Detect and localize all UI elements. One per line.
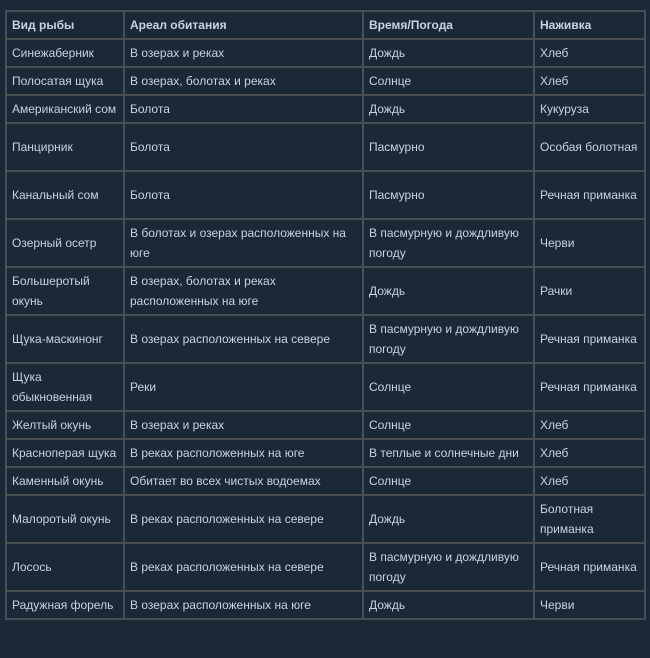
cell-weather: Дождь — [363, 39, 534, 67]
table-row — [6, 123, 645, 171]
cell-weather: Дождь — [363, 495, 534, 543]
cell-species: Радужная форель — [6, 591, 124, 619]
cell-habitat: В озерах, болотах и реках — [124, 67, 363, 95]
cell-bait: Хлеб — [534, 411, 645, 439]
cell-habitat: В озерах и реках — [124, 411, 363, 439]
cell-species: Щука-маскинонг — [6, 315, 124, 363]
cell-weather: Дождь — [363, 267, 534, 315]
table-row — [6, 219, 645, 267]
cell-habitat: В реках расположенных на юге — [124, 439, 363, 467]
header-species: Вид рыбы — [6, 11, 124, 39]
header-habitat: Ареал обитания — [124, 11, 363, 39]
header-row — [6, 11, 645, 39]
cell-habitat: Болота — [124, 123, 363, 171]
header-bait: Наживка — [534, 11, 645, 39]
cell-weather: Солнце — [363, 67, 534, 95]
table-row — [6, 171, 645, 219]
cell-species: Красноперая щука — [6, 439, 124, 467]
cell-species: Щука обыкновенная — [6, 363, 124, 411]
cell-habitat: Реки — [124, 363, 363, 411]
cell-weather: Солнце — [363, 363, 534, 411]
cell-weather: В пасмурную и дождливую погоду — [363, 315, 534, 363]
table-row — [6, 267, 645, 315]
cell-species: Малоротый окунь — [6, 495, 124, 543]
cell-bait: Особая болотная — [534, 123, 645, 171]
table-row — [6, 411, 645, 439]
cell-species: Большеротый окунь — [6, 267, 124, 315]
cell-species: Синежаберник — [6, 39, 124, 67]
cell-bait: Черви — [534, 591, 645, 619]
cell-weather: В теплые и солнечные дни — [363, 439, 534, 467]
fish-table — [5, 10, 646, 620]
cell-bait: Хлеб — [534, 67, 645, 95]
cell-weather: Солнце — [363, 467, 534, 495]
cell-species: Каменный окунь — [6, 467, 124, 495]
cell-habitat: Болота — [124, 171, 363, 219]
table-row — [6, 315, 645, 363]
table-row — [6, 39, 645, 67]
cell-weather: Дождь — [363, 591, 534, 619]
table-row — [6, 67, 645, 95]
header-weather: Время/Погода — [363, 11, 534, 39]
cell-bait: Хлеб — [534, 439, 645, 467]
cell-bait: Хлеб — [534, 467, 645, 495]
cell-weather: В пасмурную и дождливую погоду — [363, 543, 534, 591]
cell-weather: Дождь — [363, 95, 534, 123]
cell-bait: Черви — [534, 219, 645, 267]
table-row — [6, 495, 645, 543]
table-row — [6, 439, 645, 467]
cell-habitat: В озерах расположенных на юге — [124, 591, 363, 619]
cell-bait: Речная приманка — [534, 363, 645, 411]
cell-species: Американский сом — [6, 95, 124, 123]
cell-habitat: В озерах, болотах и реках расположенных на юге — [124, 267, 363, 315]
cell-species: Полосатая щука — [6, 67, 124, 95]
cell-habitat: Болота — [124, 95, 363, 123]
cell-species: Панцирник — [6, 123, 124, 171]
cell-species: Озерный осетр — [6, 219, 124, 267]
cell-bait: Речная приманка — [534, 543, 645, 591]
cell-species: Канальный сом — [6, 171, 124, 219]
cell-habitat: В озерах расположенных на севере — [124, 315, 363, 363]
cell-species: Желтый окунь — [6, 411, 124, 439]
cell-habitat: В озерах и реках — [124, 39, 363, 67]
table-row — [6, 467, 645, 495]
cell-bait: Хлеб — [534, 39, 645, 67]
cell-weather: Пасмурно — [363, 123, 534, 171]
cell-weather: В пасмурную и дождливую погоду — [363, 219, 534, 267]
cell-habitat: В реках расположенных на севере — [124, 495, 363, 543]
cell-weather: Пасмурно — [363, 171, 534, 219]
cell-bait: Кукуруза — [534, 95, 645, 123]
cell-habitat: В болотах и озерах расположенных на юге — [124, 219, 363, 267]
cell-bait: Болотная приманка — [534, 495, 645, 543]
cell-bait: Рачки — [534, 267, 645, 315]
cell-bait: Речная приманка — [534, 315, 645, 363]
table-row — [6, 363, 645, 411]
cell-bait: Речная приманка — [534, 171, 645, 219]
cell-habitat: Обитает во всех чистых водоемах — [124, 467, 363, 495]
cell-weather: Солнце — [363, 411, 534, 439]
cell-species: Лосось — [6, 543, 124, 591]
cell-habitat: В реках расположенных на севере — [124, 543, 363, 591]
table-row — [6, 95, 645, 123]
table-row — [6, 591, 645, 619]
table-row — [6, 543, 645, 591]
